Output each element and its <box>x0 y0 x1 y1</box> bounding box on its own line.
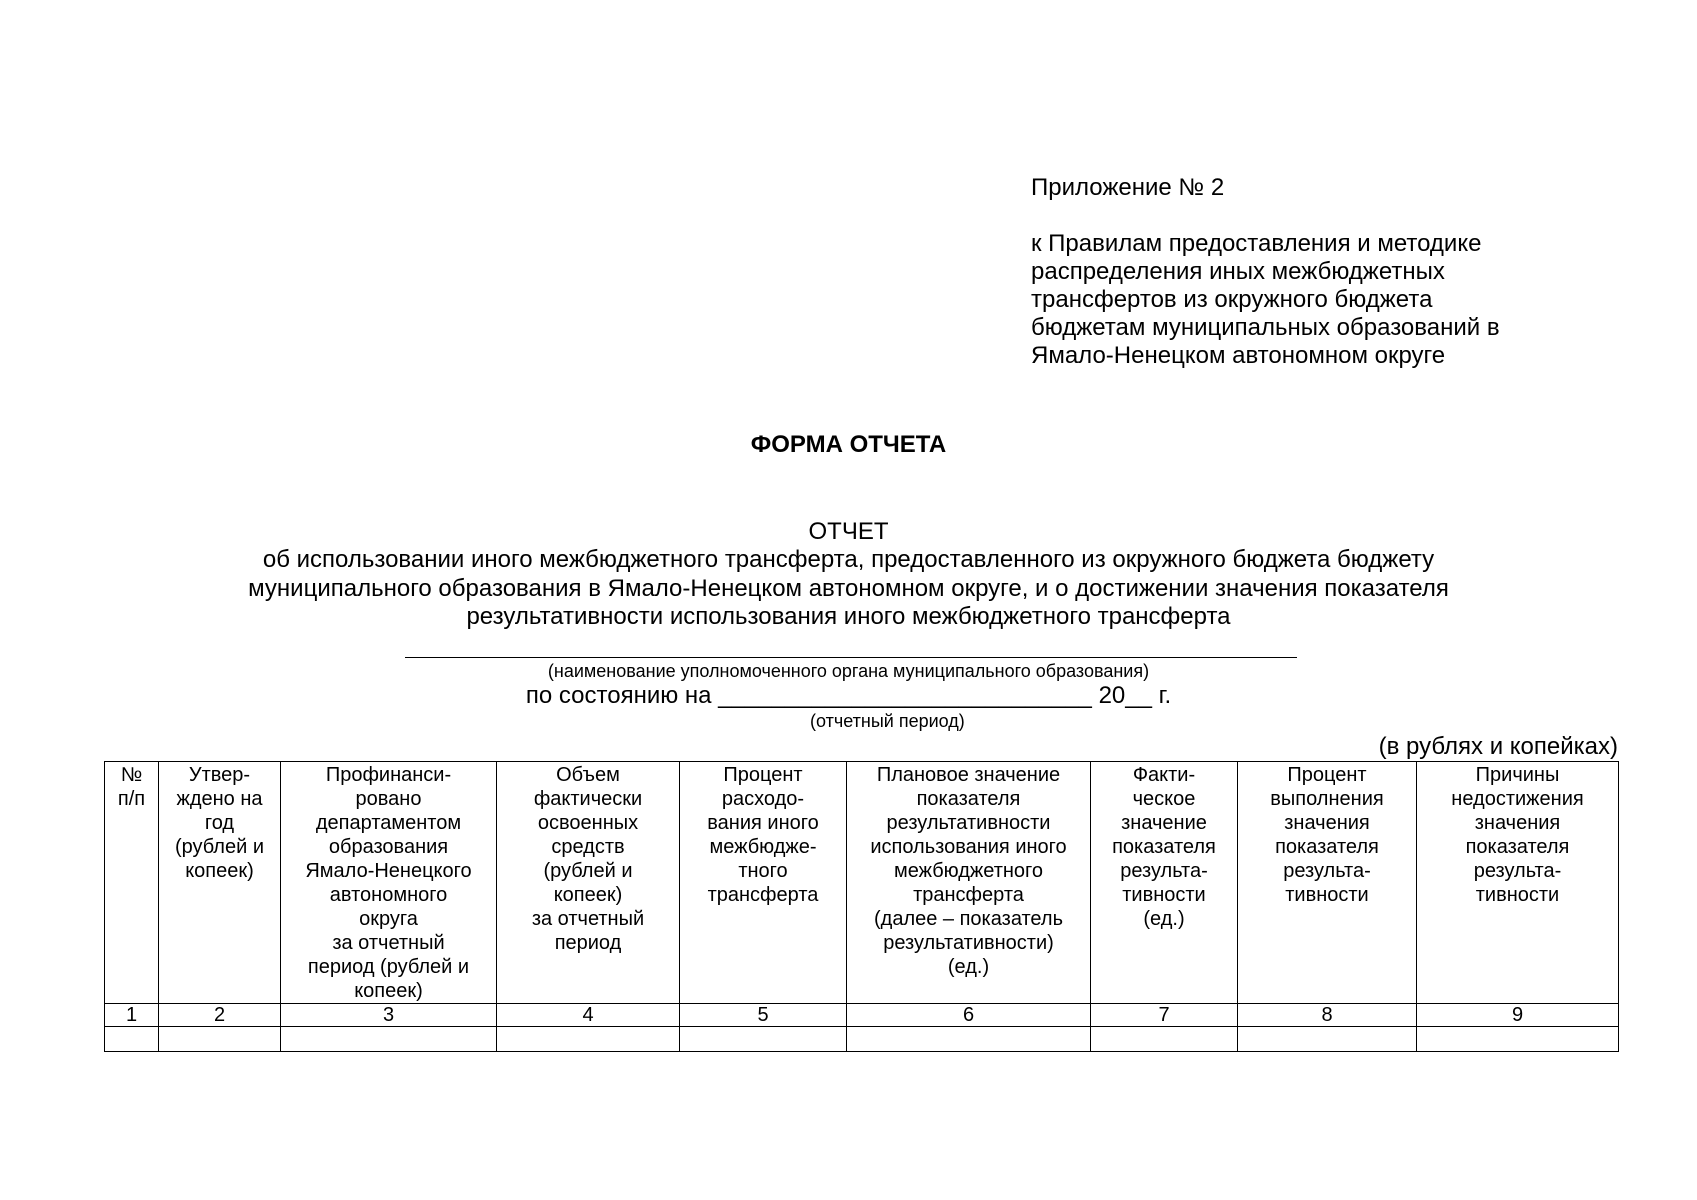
table-cell[interactable] <box>497 1027 680 1052</box>
report-description-line: результативности использования иного межбюджетного трансферта <box>466 603 1231 630</box>
appendix-line: к Правилам предоставления и методике <box>1031 230 1482 257</box>
table-cell[interactable] <box>847 1027 1091 1052</box>
column-number: 8 <box>1238 1004 1417 1027</box>
period-hint: (отчетный период) <box>810 711 965 731</box>
appendix-line: бюджетам муниципальных образований в <box>1031 314 1500 341</box>
report-description <box>180 546 1517 632</box>
table-cell[interactable] <box>1091 1027 1238 1052</box>
table-row <box>105 1027 1619 1052</box>
column-header: Процент выполнения значения показателя результа- тивности <box>1238 762 1417 1004</box>
column-number: 2 <box>159 1004 281 1027</box>
table-cell[interactable] <box>680 1027 847 1052</box>
column-header: Профинанси- ровано департаментом образования Ямало-Ненецкого автономного округа за отчетный период (рублей и копеек) <box>281 762 497 1004</box>
column-number: 5 <box>680 1004 847 1027</box>
form-title: ФОРМА ОТЧЕТА <box>750 431 947 458</box>
report-description-line: муниципального образования в Ямало-Ненецком автономном округе, и о достижении значения показателя <box>248 574 1449 602</box>
state-date-line: по состоянию на ____________________________ 20__ г. <box>525 682 1172 709</box>
column-header: Процент расходо- вания иного межбюдже- тного трансферта <box>680 762 847 1004</box>
column-number: 3 <box>281 1004 497 1027</box>
organization-hint: (наименование уполномоченного органа муниципального образования) <box>547 661 1150 681</box>
appendix-number: Приложение № 2 <box>1031 174 1225 201</box>
column-number: 9 <box>1417 1004 1619 1027</box>
column-header: Плановое значение показателя результативности использования иного межбюджетного трансферта (далее – показатель результативности) (ед.) <box>847 762 1091 1004</box>
column-number: 4 <box>497 1004 680 1027</box>
appendix-line: Ямало-Ненецком автономном округе <box>1031 342 1446 369</box>
column-header: Утвер- ждено на год (рублей и копеек) <box>159 762 281 1004</box>
units-note: (в рублях и копейках) <box>1378 733 1618 760</box>
table-cell[interactable] <box>1238 1027 1417 1052</box>
table-cell[interactable] <box>159 1027 281 1052</box>
appendix-line: трансфертов из окружного бюджета <box>1031 286 1433 313</box>
organization-name-line <box>405 657 1297 658</box>
column-number: 6 <box>847 1004 1091 1027</box>
table-cell[interactable] <box>281 1027 497 1052</box>
column-number: 1 <box>105 1004 159 1027</box>
column-header: Причины недостижения значения показателя результа- тивности <box>1417 762 1619 1004</box>
table-number-row <box>105 1004 1619 1027</box>
appendix-line: распределения иных межбюджетных <box>1031 258 1445 285</box>
report-title: ОТЧЕТ <box>808 518 889 545</box>
appendix-block <box>1031 174 1591 370</box>
table-header-row <box>105 762 1619 1004</box>
table-cell[interactable] <box>1417 1027 1619 1052</box>
column-number: 7 <box>1091 1004 1238 1027</box>
report-description-line: об использовании иного межбюджетного трансферта, предоставленного из окружного бюджета бюджету <box>262 546 1435 573</box>
column-header: Объем фактически освоенных средств (рублей и копеек) за отчетный период <box>497 762 680 1004</box>
report-table <box>104 761 1619 1052</box>
table-cell[interactable] <box>105 1027 159 1052</box>
column-header: Факти- ческое значение показателя результа- тивности (ед.) <box>1091 762 1238 1004</box>
column-header: № п/п <box>105 762 159 1004</box>
